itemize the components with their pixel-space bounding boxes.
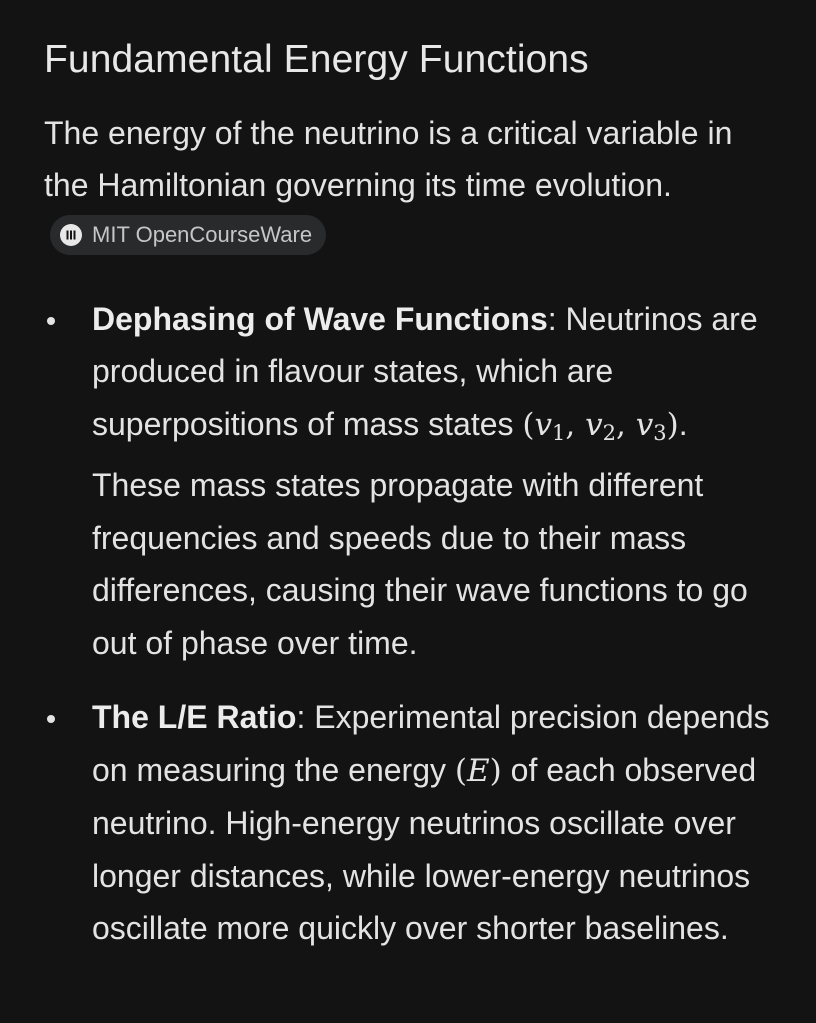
intro-text: The energy of the neutrino is a critical variable in the Hamiltonian governing its time evolution. [44, 115, 733, 203]
bars-logo-icon [60, 224, 82, 246]
list-item [44, 293, 784, 670]
intro-paragraph [44, 108, 784, 263]
bullet-text: . These mass states propagate with different frequencies and speeds due to their mass differences, causing their wave functions to go out of phase over time. [92, 405, 748, 661]
bullet-title: The L/E Ratio [92, 699, 297, 735]
section-heading: Fundamental Energy Functions [44, 38, 589, 81]
bullet-text: : Experimental precision depends on measuring the energy [92, 699, 770, 788]
bullet-text: of each observed neutrino. High-energy neutrinos oscillate over longer distances, while lower-energy neutrinos oscillate more quickly over shorter baselines. [92, 751, 757, 946]
source-chip-label: MIT OpenCourseWare [92, 222, 313, 247]
source-chip[interactable] [50, 215, 326, 255]
math-expression: (E) [454, 752, 502, 789]
math-expression: ($v_1$, $v_2$, $v_3$) [522, 406, 679, 445]
bullet-list [44, 293, 784, 955]
bullet-title: Dephasing of Wave Functions [92, 300, 548, 337]
bullet-dot-icon [47, 317, 55, 325]
list-item [44, 691, 784, 955]
bullet-dot-icon [47, 715, 55, 723]
bullet-text: : Neutrinos are produced in flavour states, which are superpositions of mass states [92, 300, 758, 442]
